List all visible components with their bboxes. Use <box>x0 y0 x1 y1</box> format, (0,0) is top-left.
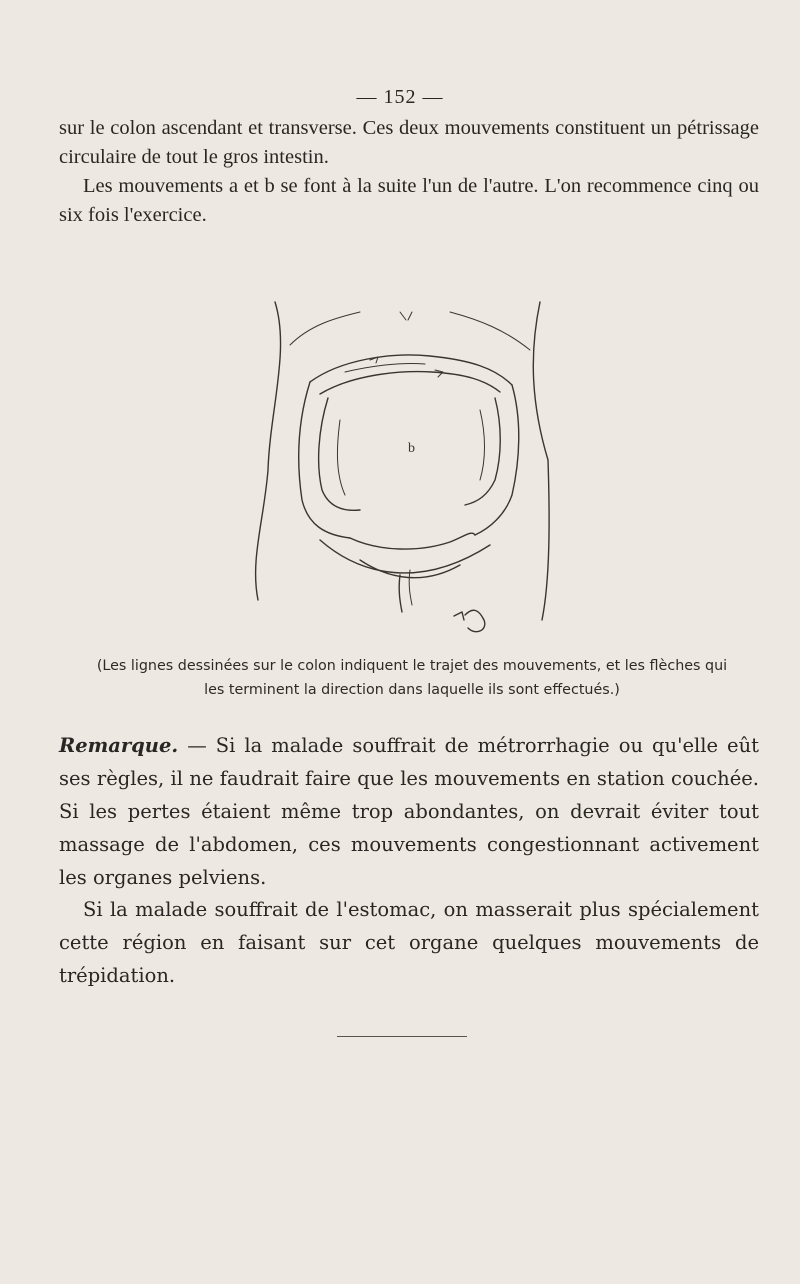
rectum <box>399 575 402 612</box>
sigmoid-colon <box>350 533 475 549</box>
arrow-icon <box>454 610 485 631</box>
abdomen-left-outline <box>256 302 281 600</box>
figure-caption: (Les lignes dessinées sur le colon indiquent le trajet des mouvements, et les flèches qui les terminent la direction dans laquelle ils sont effectués.) <box>96 658 728 698</box>
remark-paragraph <box>59 729 759 894</box>
page-number: — 152 — <box>356 86 444 108</box>
remark-text: — Si la malade souffrait de métrorrhagie ou qu'elle eût ses règles, il ne faudrait faire que les mouvements en station couchée. Si les pertes étaient même trop abondantes, on devrait éviter tout massage de l'abdomen, ces mouvements congestionnant activement les organes pelviens. <box>59 734 759 889</box>
ascending-colon <box>299 382 350 538</box>
colon-diagram <box>250 290 560 640</box>
paragraph-2: Les mouvements a et b se font à la suite l'un de l'autre. L'on recommence cinq ou six fois l'exercice. <box>59 175 759 226</box>
transverse-colon <box>310 355 512 385</box>
diagram-label-b: b <box>408 441 415 456</box>
paragraph-1: sur le colon ascendant et transverse. Ces deux mouvements constituent un pétrissage circulaire de tout le gros intestin. <box>59 117 759 168</box>
closing-paragraph: Si la malade souffrait de l'estomac, on masserait plus spécialement cette région en faisant sur cet organe quelques mouvements de trépidation. <box>59 898 759 987</box>
remark-label: Remarque. <box>59 734 179 757</box>
rib-mark-left <box>290 312 360 345</box>
abdomen-right-outline <box>533 302 549 620</box>
section-divider <box>337 1036 467 1037</box>
rib-mark-right <box>450 312 530 350</box>
